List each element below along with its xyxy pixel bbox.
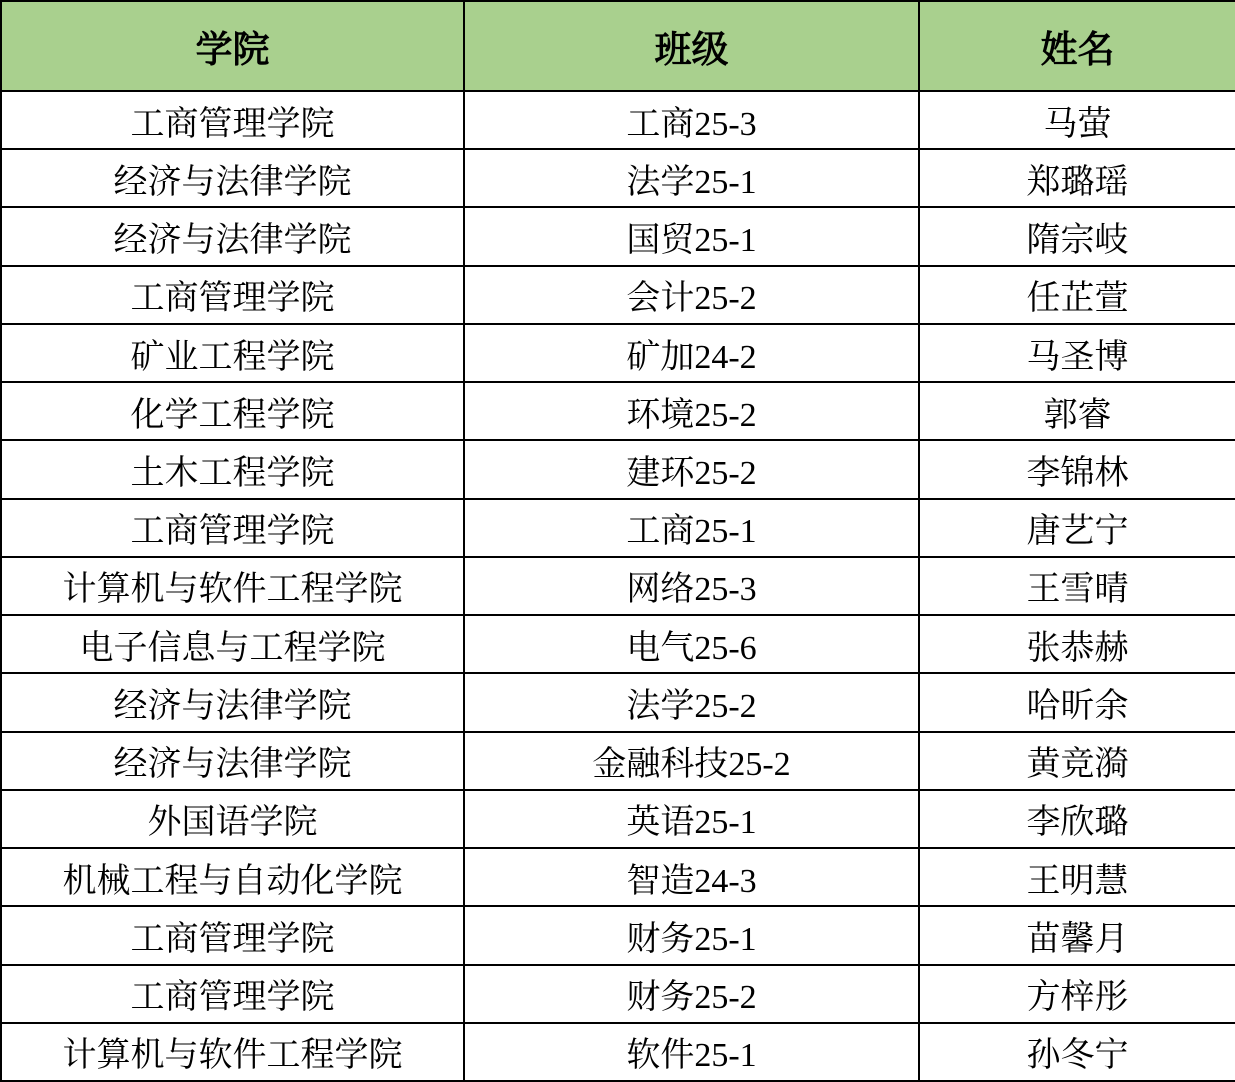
- name-cell: 马萤: [919, 91, 1235, 149]
- college-cell: 土木工程学院: [1, 440, 464, 498]
- table-row: [1, 848, 1235, 906]
- header-college: 学院: [1, 1, 464, 91]
- college-cell: 计算机与软件工程学院: [1, 557, 464, 615]
- class-cell: 会计25-2: [464, 266, 919, 324]
- table-row: [1, 965, 1235, 1023]
- class-cell: 网络25-3: [464, 557, 919, 615]
- name-cell: 王雪晴: [919, 557, 1235, 615]
- class-cell: 金融科技25-2: [464, 732, 919, 790]
- college-cell: 经济与法律学院: [1, 673, 464, 731]
- name-cell: 王明慧: [919, 848, 1235, 906]
- table-row: [1, 557, 1235, 615]
- name-cell: 张恭赫: [919, 615, 1235, 673]
- college-cell: 电子信息与工程学院: [1, 615, 464, 673]
- college-cell: 外国语学院: [1, 790, 464, 848]
- name-cell: 苗馨月: [919, 906, 1235, 964]
- class-cell: 工商25-1: [464, 499, 919, 557]
- college-cell: 计算机与软件工程学院: [1, 1023, 464, 1081]
- table-row: [1, 615, 1235, 673]
- name-cell: 隋宗岐: [919, 207, 1235, 265]
- name-cell: 任芷萱: [919, 266, 1235, 324]
- college-cell: 工商管理学院: [1, 965, 464, 1023]
- college-cell: 工商管理学院: [1, 266, 464, 324]
- name-cell: 郭睿: [919, 382, 1235, 440]
- table-row: [1, 906, 1235, 964]
- name-cell: 唐艺宁: [919, 499, 1235, 557]
- class-cell: 矿加24-2: [464, 324, 919, 382]
- class-cell: 工商25-3: [464, 91, 919, 149]
- class-cell: 财务25-2: [464, 965, 919, 1023]
- name-cell: 哈昕余: [919, 673, 1235, 731]
- class-cell: 法学25-2: [464, 673, 919, 731]
- name-cell: 黄竞漪: [919, 732, 1235, 790]
- class-cell: 软件25-1: [464, 1023, 919, 1081]
- college-cell: 工商管理学院: [1, 91, 464, 149]
- class-cell: 财务25-1: [464, 906, 919, 964]
- college-cell: 工商管理学院: [1, 906, 464, 964]
- college-cell: 矿业工程学院: [1, 324, 464, 382]
- table-row: [1, 440, 1235, 498]
- header-class: 班级: [464, 1, 919, 91]
- college-cell: 经济与法律学院: [1, 207, 464, 265]
- name-cell: 李锦林: [919, 440, 1235, 498]
- college-cell: 机械工程与自动化学院: [1, 848, 464, 906]
- class-cell: 英语25-1: [464, 790, 919, 848]
- table-row: [1, 732, 1235, 790]
- college-cell: 化学工程学院: [1, 382, 464, 440]
- table-row: [1, 1023, 1235, 1081]
- name-cell: 方梓彤: [919, 965, 1235, 1023]
- class-cell: 国贸25-1: [464, 207, 919, 265]
- table-row: [1, 149, 1235, 207]
- college-cell: 工商管理学院: [1, 499, 464, 557]
- table-row: [1, 266, 1235, 324]
- class-cell: 建环25-2: [464, 440, 919, 498]
- table-header-row: [1, 1, 1235, 91]
- table-row: [1, 382, 1235, 440]
- college-cell: 经济与法律学院: [1, 149, 464, 207]
- name-cell: 马圣博: [919, 324, 1235, 382]
- table-row: [1, 790, 1235, 848]
- college-cell: 经济与法律学院: [1, 732, 464, 790]
- header-name: 姓名: [919, 1, 1235, 91]
- table-row: [1, 673, 1235, 731]
- class-cell: 智造24-3: [464, 848, 919, 906]
- table-row: [1, 91, 1235, 149]
- name-cell: 李欣璐: [919, 790, 1235, 848]
- table-row: [1, 499, 1235, 557]
- table-row: [1, 207, 1235, 265]
- table-row: [1, 324, 1235, 382]
- class-cell: 环境25-2: [464, 382, 919, 440]
- class-cell: 法学25-1: [464, 149, 919, 207]
- name-cell: 孙冬宁: [919, 1023, 1235, 1081]
- name-cell: 郑璐瑶: [919, 149, 1235, 207]
- table-body: [1, 91, 1235, 1081]
- class-cell: 电气25-6: [464, 615, 919, 673]
